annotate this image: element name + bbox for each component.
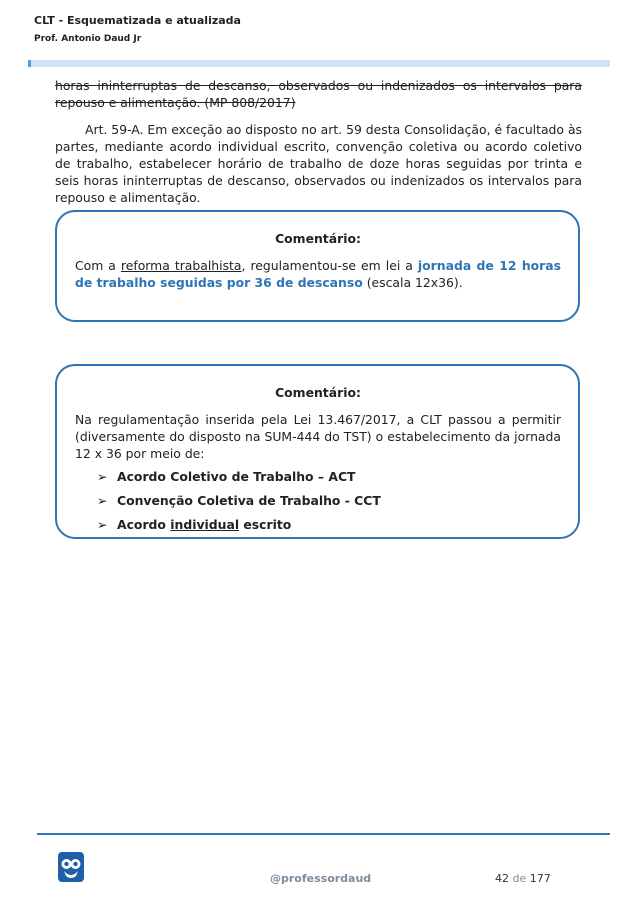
comment-title: Comentário: [275,231,361,246]
document-title: CLT - Esquematizada e atualizada [34,14,241,27]
page-header [28,14,610,45]
comment-text: Na regulamentação inserida pela Lei 13.467/2017, a CLT passou a permitir (diversamente do disposto na SUM-444 do TST) o estabelecimento da jornada 12 x 36 por meio de: [75,412,561,461]
list-item-label: Convenção Coletiva de Trabalho - CCT [117,493,381,508]
list-item [97,516,561,533]
page-number [495,872,551,885]
arrow-bullet-icon: ➢ [97,469,108,484]
article-59a-paragraph: Art. 59-A. Em exceção ao disposto no art. 59 desta Consolidação, é facultado às partes, mediante acordo individual escrito, convenção coletiva ou acordo coletivo de trabalho, estabelecer horário de trabalho de doze horas seguidas por trinta e seis horas ininterruptas de descanso, observados ou indenizados os intervalos para repouso e alimentação. [55,122,582,205]
underlined-phrase: reforma trabalhista [120,258,242,273]
total-pages: 177 [529,872,551,885]
comment-box-1 [55,210,580,322]
header-band [28,60,610,67]
list-item [97,468,561,485]
instrument-list [75,468,561,533]
footer-rule [37,833,610,835]
comment-text-part: (escala 12x36). [362,275,463,290]
comment-text [75,257,561,291]
page-separator: de [512,872,527,885]
underlined-word: individual [170,517,240,532]
struck-paragraph: horas ininterruptas de descanso, observados ou indenizados os intervalos para repouso e alimentação. (MP 808/2017) [55,78,582,110]
list-item [97,492,561,509]
comment-text-part: Com a [75,258,121,273]
list-item-label: Acordo Coletivo de Trabalho – ACT [117,469,356,484]
list-item-label: Acordo [117,517,171,532]
list-item-label: escrito [239,517,292,532]
comment-box-2 [55,364,580,539]
author-name: Prof. Antonio Daud Jr [34,34,142,44]
owl-logo-glyph [58,852,84,882]
highlighted-phrase: jornada de 12 horas de trabalho seguidas por 36 de descanso [75,258,562,290]
comment-text-part: , regulamentou-se em lei a [241,258,418,273]
owl-logo-icon [58,852,84,882]
arrow-bullet-icon: ➢ [97,493,108,508]
comment-title: Comentário: [275,385,361,400]
arrow-bullet-icon: ➢ [97,517,108,532]
current-page: 42 [495,872,509,885]
footer-handle: @professordaud [270,872,372,885]
